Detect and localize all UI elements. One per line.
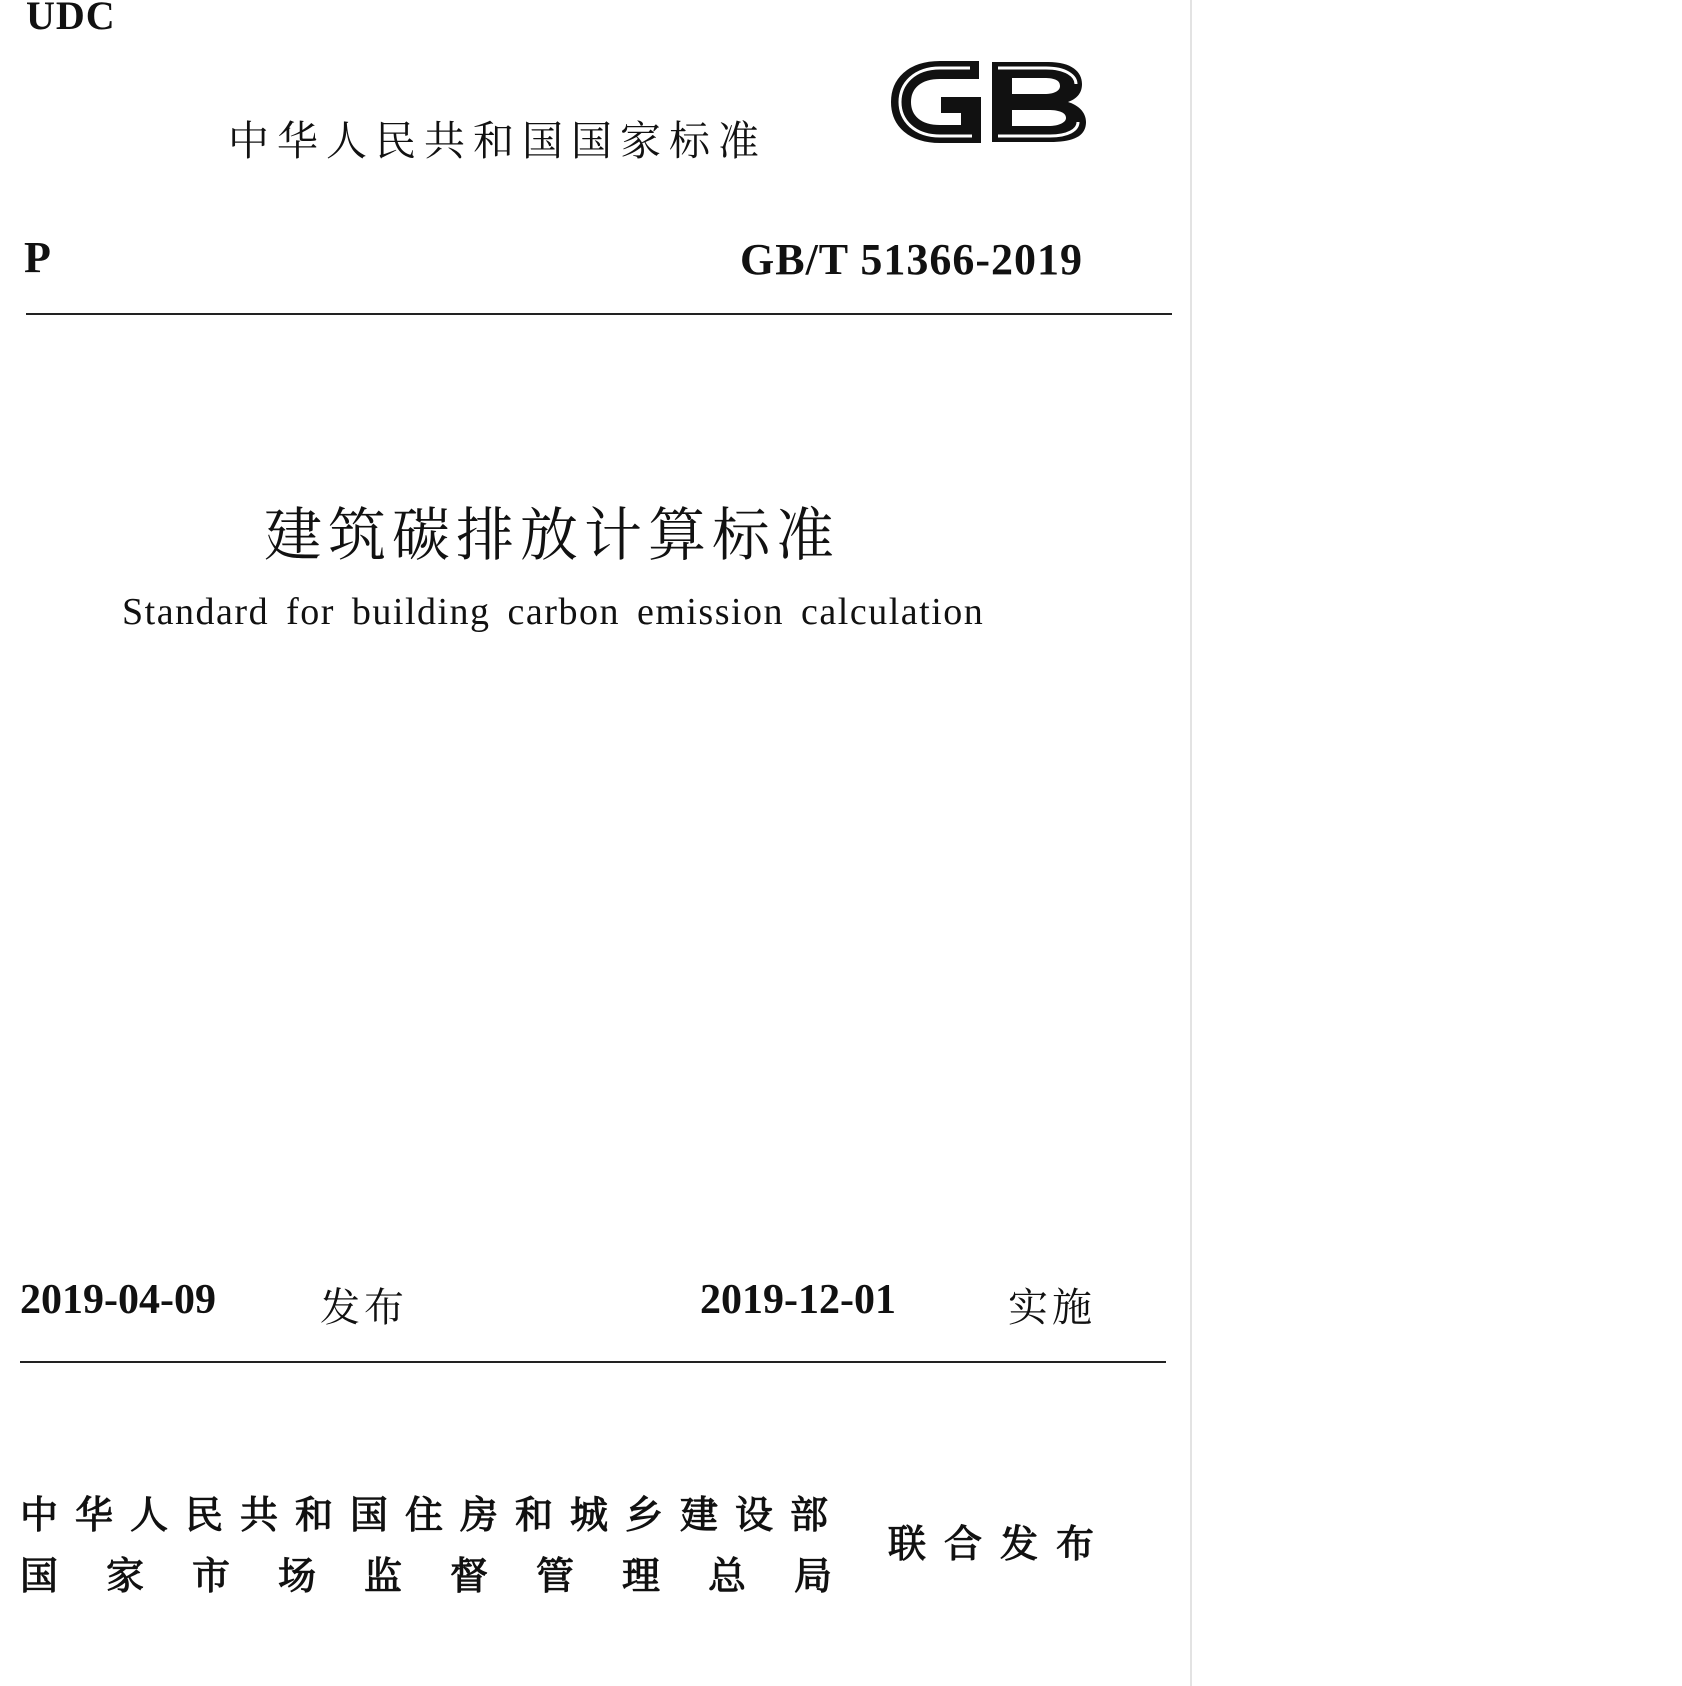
udc-label: UDC (26, 0, 116, 38)
publisher-ministry: 中华人民共和国住房和城乡建设部 (20, 1493, 846, 1537)
standard-number: GB/T 51366-2019 (740, 235, 1084, 284)
gb-logo (880, 46, 1096, 158)
title-english: Standard for building carbon emission calculation (122, 591, 985, 633)
title-chinese: 建筑碳排放计算标准 (264, 501, 841, 569)
release-date: 2019-04-09 (20, 1277, 216, 1323)
header-divider (26, 313, 1172, 315)
national-standard-heading: 中华人民共和国国家标准 (228, 117, 767, 165)
release-label: 发布 (320, 1285, 408, 1331)
publisher-administration: 国家市场监督管理总局 (20, 1554, 881, 1598)
implementation-label: 实施 (1008, 1285, 1096, 1331)
joint-release-label: 联合发布 (888, 1522, 1113, 1566)
gb-logo-mark (880, 46, 1096, 158)
classification-code: P (24, 233, 51, 282)
implementation-date: 2019-12-01 (700, 1277, 896, 1323)
footer-divider (20, 1361, 1166, 1363)
